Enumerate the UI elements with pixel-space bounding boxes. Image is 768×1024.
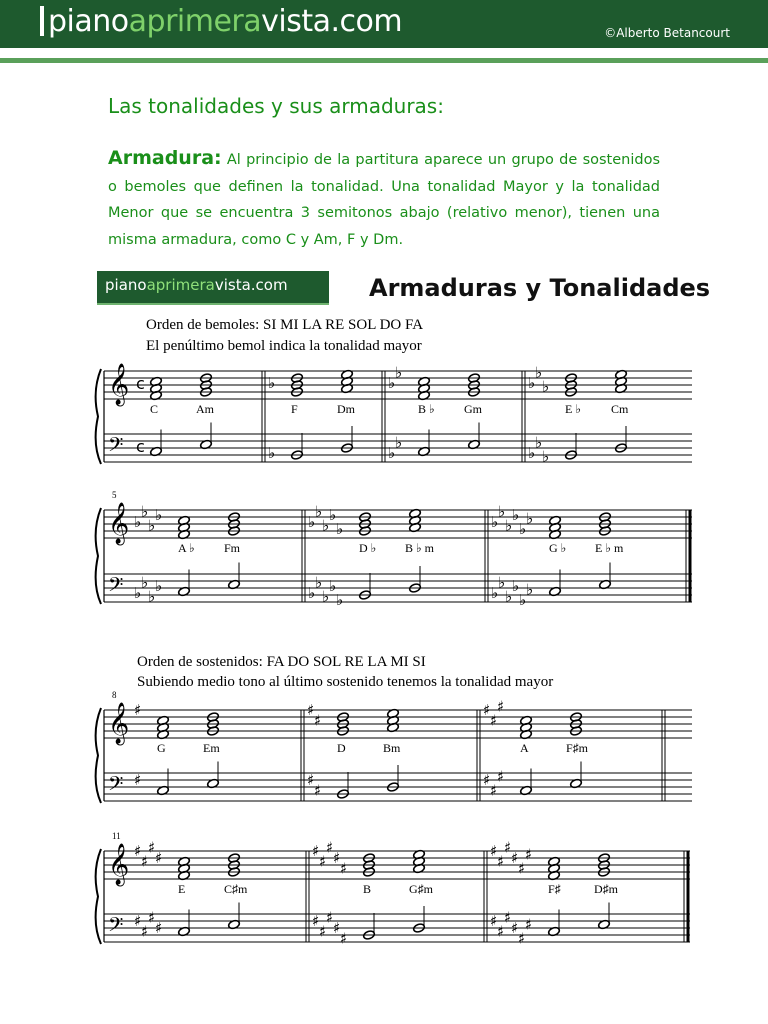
chord-label-major: E <box>178 882 186 896</box>
sharp-icon: ♯ <box>312 842 320 860</box>
grand-staff-system <box>96 831 690 948</box>
key-measure <box>490 839 619 948</box>
grand-staff-system <box>96 363 692 466</box>
flat-icon: ♭ <box>336 591 344 609</box>
treble-clef-icon: 𝄞 <box>108 844 130 885</box>
flat-icon: ♭ <box>535 433 543 452</box>
sharp-icon: ♯ <box>525 845 533 864</box>
flat-icon: ♭ <box>322 587 330 606</box>
sharp-icon: ♯ <box>497 922 505 941</box>
chord-label-major: E ♭ <box>565 402 581 416</box>
chord-label-minor: B ♭ m <box>405 541 434 555</box>
sharp-icon: ♯ <box>134 701 142 719</box>
logo-aprimera: aprimera <box>128 4 262 39</box>
key-measure <box>528 364 629 466</box>
banner-logo-d: .com <box>250 276 288 294</box>
flat-icon: ♭ <box>308 584 316 602</box>
flats-order-text: Orden de bemoles: SI MI LA RE SOL DO FA <box>146 317 424 333</box>
sharp-icon: ♯ <box>155 849 163 867</box>
chord-label-minor: G♯m <box>409 882 433 896</box>
flat-icon: ♭ <box>155 577 163 595</box>
flat-icon: ♭ <box>519 591 527 609</box>
chord-label-minor: F♯m <box>566 741 589 755</box>
key-measure <box>312 839 434 948</box>
chord-label-major: B ♭ <box>418 402 435 416</box>
flat-icon: ♭ <box>329 506 337 524</box>
flat-icon: ♭ <box>322 516 330 535</box>
flat-icon: ♭ <box>388 444 396 462</box>
sharp-icon: ♯ <box>511 849 519 867</box>
flat-icon: ♭ <box>491 584 499 602</box>
flat-icon: ♭ <box>519 520 527 538</box>
chord-label-minor: Cm <box>611 402 629 416</box>
flat-icon: ♭ <box>155 506 163 524</box>
chord-label-major: F♯ <box>548 882 561 896</box>
copyright-text: ©Alberto Betancourt <box>604 26 730 40</box>
flat-icon: ♭ <box>141 502 149 521</box>
flat-icon: ♭ <box>388 374 396 392</box>
flat-icon: ♭ <box>308 513 316 531</box>
flat-icon: ♭ <box>505 587 513 606</box>
flat-icon: ♭ <box>526 580 534 599</box>
flat-icon: ♭ <box>535 363 543 382</box>
sharp-icon: ♯ <box>141 922 149 941</box>
brace-icon <box>96 508 101 604</box>
sharp-icon: ♯ <box>333 919 341 937</box>
bass-clef-icon: 𝄢 <box>108 573 124 601</box>
sharp-icon: ♯ <box>155 919 163 937</box>
sharp-icon: ♯ <box>490 711 498 730</box>
logo-piano: piano <box>48 4 129 39</box>
flat-icon: ♭ <box>395 433 403 452</box>
flat-icon: ♭ <box>542 377 550 396</box>
flat-icon: ♭ <box>134 513 142 531</box>
chord-label-major: A <box>520 741 529 755</box>
common-time-icon: c <box>136 374 145 393</box>
chord-label-minor: Bm <box>383 741 401 755</box>
sharp-icon: ♯ <box>141 852 149 871</box>
sharp-icon: ♯ <box>319 922 327 941</box>
flat-icon: ♭ <box>134 584 142 602</box>
key-measure <box>134 839 248 941</box>
chord-label-major: D <box>337 741 346 755</box>
chord-label-major: C <box>150 402 159 416</box>
chord-label-minor: C♯m <box>224 882 248 896</box>
page-title: Las tonalidades y sus armaduras: <box>108 94 444 118</box>
flat-icon: ♭ <box>526 509 534 528</box>
flat-icon: ♭ <box>528 374 536 392</box>
chord-label-minor: Am <box>196 402 214 416</box>
sharp-icon: ♯ <box>326 838 334 857</box>
brace-icon <box>96 849 101 944</box>
flat-icon: ♭ <box>498 502 506 521</box>
treble-clef-icon: 𝄞 <box>108 703 130 744</box>
grand-staff-system <box>96 690 692 803</box>
flats-rule-text: El penúltimo bemol indica la tonalidad mayor <box>146 338 422 354</box>
sharp-icon: ♯ <box>148 838 156 857</box>
sharp-icon: ♯ <box>490 842 498 860</box>
flat-icon: ♭ <box>315 502 323 521</box>
flat-icon: ♭ <box>542 447 550 466</box>
measure-number: 8 <box>112 690 117 700</box>
bass-clef-icon: 𝄢 <box>108 913 124 941</box>
chord-label-major: D ♭ <box>359 541 377 555</box>
sharp-icon: ♯ <box>319 852 327 871</box>
banner-heading: Armaduras y Tonalidades <box>369 274 711 302</box>
banner-logo-c: vista <box>214 276 251 294</box>
sharp-icon: ♯ <box>307 701 315 719</box>
flat-icon: ♭ <box>395 363 403 382</box>
banner-logo-b: aprimera <box>146 276 215 294</box>
chord-label-major: B <box>363 882 372 896</box>
bass-clef-icon: 𝄢 <box>108 433 124 461</box>
key-measure <box>483 698 589 800</box>
sharp-icon: ♯ <box>497 767 505 786</box>
sharp-icon: ♯ <box>134 912 142 930</box>
chord-label-minor: D♯m <box>594 882 618 896</box>
flat-icon: ♭ <box>512 506 520 524</box>
sharp-icon: ♯ <box>483 701 491 719</box>
sharp-icon: ♯ <box>312 912 320 930</box>
key-measure <box>491 503 624 610</box>
grand-staff-system <box>96 490 692 609</box>
treble-clef-icon: 𝄞 <box>108 364 130 405</box>
flat-icon: ♭ <box>505 516 513 535</box>
sharp-icon: ♯ <box>525 915 533 934</box>
flat-icon: ♭ <box>141 573 149 592</box>
sharp-icon: ♯ <box>490 781 498 800</box>
chord-label-minor: Em <box>203 741 220 755</box>
sharps-rule-text: Subiendo medio tono al último sostenido tenemos la tonalidad mayor <box>137 674 554 690</box>
banner-logo-a: piano <box>105 276 147 294</box>
flat-icon: ♭ <box>329 577 337 595</box>
intro-text: Al principio de la partitura aparece un grupo de sostenidos o bemoles que definen la tonalidad. Una tonalidad Mayor y la tonalidad Menor que se encuentra 3 semitonos abajo (relativo menor), tienen una misma armadura, como C y Am, F y Dm. <box>108 152 661 248</box>
sharps-order-text: Orden de sostenidos: FA DO SOL RE LA MI SI <box>137 654 426 670</box>
sharp-icon: ♯ <box>511 919 519 937</box>
key-measure <box>308 503 435 610</box>
flat-icon: ♭ <box>498 573 506 592</box>
key-measure <box>134 701 220 796</box>
logo-tld: .com <box>330 4 403 39</box>
chord-label-minor: Gm <box>464 402 482 416</box>
flat-icon: ♭ <box>148 587 156 606</box>
sharp-icon: ♯ <box>134 771 142 789</box>
brace-icon <box>96 369 101 464</box>
logo-vista: vista <box>261 4 331 39</box>
key-measure <box>134 503 241 606</box>
flat-icon: ♭ <box>336 520 344 538</box>
brace-icon <box>96 708 101 803</box>
flat-icon: ♭ <box>315 573 323 592</box>
sharp-icon: ♯ <box>340 859 348 878</box>
sharp-icon: ♯ <box>504 838 512 857</box>
intro-lead: Armadura: <box>108 147 222 169</box>
flat-icon: ♭ <box>268 374 276 392</box>
sharp-icon: ♯ <box>483 771 491 789</box>
chord-label-minor: Fm <box>224 541 241 555</box>
chord-label-major: F <box>291 402 298 416</box>
measure-number: 5 <box>112 490 117 500</box>
sharp-icon: ♯ <box>497 852 505 871</box>
key-measure <box>307 701 401 800</box>
sharp-icon: ♯ <box>148 908 156 927</box>
sharp-icon: ♯ <box>518 929 526 948</box>
sharp-icon: ♯ <box>134 842 142 860</box>
flat-icon: ♭ <box>148 516 156 535</box>
sharp-icon: ♯ <box>326 908 334 927</box>
sharp-icon: ♯ <box>504 908 512 927</box>
chord-label-major: A ♭ <box>178 541 195 555</box>
sharp-icon: ♯ <box>333 849 341 867</box>
measure-number: 11 <box>112 831 121 841</box>
sharp-icon: ♯ <box>518 859 526 878</box>
flat-icon: ♭ <box>491 513 499 531</box>
sharp-icon: ♯ <box>340 929 348 948</box>
flat-icon: ♭ <box>512 577 520 595</box>
sharp-icon: ♯ <box>307 771 315 789</box>
sharp-icon: ♯ <box>314 711 322 730</box>
chord-label-minor: Dm <box>337 402 355 416</box>
sharp-icon: ♯ <box>490 912 498 930</box>
sharp-icon: ♯ <box>314 781 322 800</box>
sharp-icon: ♯ <box>497 697 505 716</box>
chord-label-major: G ♭ <box>549 541 567 555</box>
flat-icon: ♭ <box>268 444 276 462</box>
flat-icon: ♭ <box>528 444 536 462</box>
treble-clef-icon: 𝄞 <box>108 503 130 544</box>
common-time-icon: c <box>136 437 145 456</box>
bass-clef-icon: 𝄢 <box>108 772 124 800</box>
chord-label-major: G <box>157 741 166 755</box>
chord-label-minor: E ♭ m <box>595 541 624 555</box>
